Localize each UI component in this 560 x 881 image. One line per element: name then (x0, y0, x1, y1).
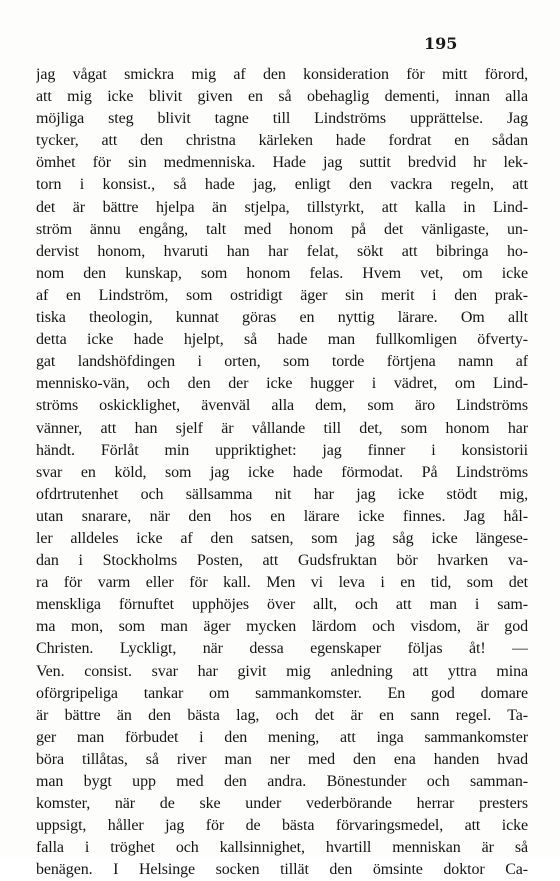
text-line: komster, när de ske under vederbörande herrar presters (36, 795, 528, 813)
text-line: man bygt upp med den andra. Bönestunder och samman- (36, 773, 528, 790)
text-line: detta icke hade hjelpt, så hade man fullkomligen öfverty- (36, 331, 528, 349)
text-line: ler alldeles icke af den satsen, som jag såg icke längese- (36, 529, 528, 547)
text-line: ströms oskicklighet, ävenväl alla dem, som äro Lindströms (36, 397, 528, 415)
text-line: torn i konsist., så hade jag, enligt den vackra regeln, att (36, 176, 528, 194)
text-line: svar en köld, som jag icke hade förmodat. På Lindströms (36, 463, 528, 481)
text-line: jag vågat smickra mig af den konsideration för mitt förord, (36, 66, 528, 83)
text-line: ofdrtrutenhet och sällsamma nit har jag icke stödt mig, (36, 485, 528, 503)
text-line: uppsigt, håller jag för de bästa förvaringsmedel, att icke (36, 817, 528, 835)
text-line: tiska theologin, kunnat göras en nyttig lärare. Om allt (36, 309, 528, 327)
text-line: menskliga förnuftet upphöjes över allt, och att man i sam- (36, 596, 528, 614)
text-line: ström ännu engång, talt med honom på det vänligaste, un- (36, 220, 528, 238)
text-line: oförgripeliga tankar om sammankomster. En god domare (36, 684, 528, 702)
text-line: benägen. I Helsinge socken tillät den ömsinte doktor Ca- (36, 861, 528, 879)
text-line: att mig icke blivit given en så obehaglig dementi, innan alla (36, 88, 528, 106)
body-text (36, 64, 528, 881)
text-line: Ven. consist. svar har givit mig anledning att yttra mina (36, 662, 528, 680)
text-line: dan i Stockholms Posten, att Gudsfruktan bör hvarken va- (36, 552, 528, 570)
text-line: mennisko-vän, och den der icke hugger i vädret, om Lind- (36, 375, 528, 393)
text-line: af en Lindström, som ostridigt äger sin merit i den prak- (36, 286, 528, 304)
text-line: utan snarare, när den hos en lärare icke finnes. Jag hål- (36, 507, 528, 525)
text-line: ömhet för sin medmenniska. Hade jag suttit bredvid hr lek- (36, 154, 528, 172)
text-line: ma mon, som man äger mycken lärdom och visdom, är god (36, 618, 528, 636)
text-line: möjliga steg blivit tagne till Lindströms upprättelse. Jag (36, 110, 528, 128)
page-number: 195 (424, 34, 458, 53)
text-line: falla i tröghet och kallsinnighet, hvartill menniskan är så (36, 839, 528, 857)
text-line: är bättre än den bästa lag, och det är en sann regel. Ta- (36, 706, 528, 724)
text-line: böra tillåtas, så river man ner med den ena handen hvad (36, 750, 528, 768)
text-line: vänner, att han sjelf är vållande till det, som honom har (36, 419, 528, 437)
text-line: ra för varm eller för kall. Men vi leva i en tid, som det (36, 574, 528, 592)
text-line: händt. Förlåt min uppriktighet: jag finner i konsistorii (36, 441, 528, 459)
text-line: dervist honom, hvaruti han har felat, sökt att bibringa ho- (36, 242, 528, 260)
text-line: nom den kunskap, som honom felas. Hvem vet, om icke (36, 264, 528, 282)
text-line: det är bättre hjelpa än stjelpa, tillstyrkt, att kalla in Lind- (36, 198, 528, 216)
text-line: tycker, att den christna kärleken hade fordrat en sådan (36, 132, 528, 150)
text-line: gat landshöfdingen i orten, som torde förtjena namn af (36, 353, 528, 371)
text-line: Christen. Lyckligt, när dessa egenskaper följas åt! — (36, 640, 528, 658)
text-line: ger man förbudet i den mening, att inga sammankomster (36, 728, 528, 746)
